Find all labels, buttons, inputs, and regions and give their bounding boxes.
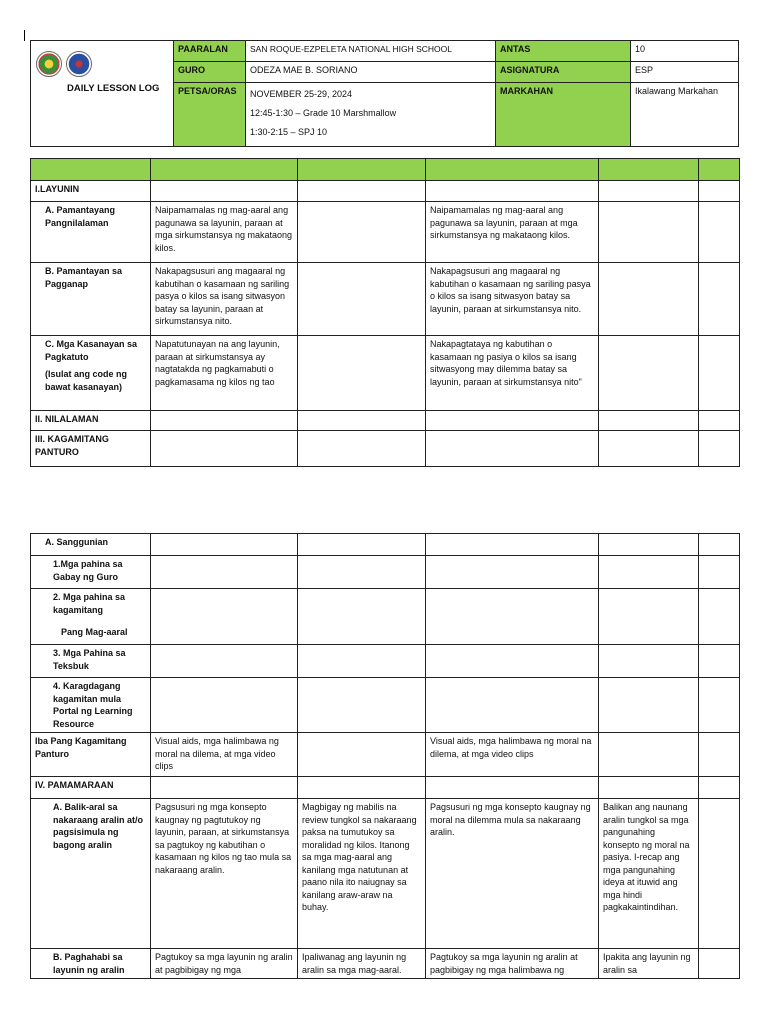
guro-value: ODEZA MAE B. SORIANO: [246, 62, 496, 83]
karagdagang-kagamitan-label: 4. Karagdagang kagamitan mula Portal ng Learning Resource: [31, 678, 151, 733]
iba-pang-kagamitang-col3: Visual aids, mga halimbawa ng moral na dilema, at mga video clips: [426, 733, 599, 777]
iba-pang-kagamitang-col1: Visual aids, mga halimbawa ng moral na dilema, at mga video clips: [151, 733, 298, 777]
kasanayan-col3: Nakapagtataya ng kabutihan o kasamaan ng pasiya o kilos sa isang sitwasyong may dilemma batay sa layunin, paraan at sirkumstansya nito": [426, 336, 599, 411]
kasanayan-note: (Isulat ang code ng bawat kasanayan): [45, 369, 128, 392]
balik-aral-col4: Balikan ang naunang aralin tungkol sa mga pangunahing konsepto ng moral na pasiya. I-recap ang mga pangunahing ideya at ituwid ang mga hindi pagkakaintindihan.: [599, 799, 699, 949]
balik-aral-col2: Magbigay ng mabilis na review tungkol sa nakaraang paksa na tumutukoy sa moralidad ng kilos. Itanong sa mga mag-aaral ang kanilang mga natutunan at paano nila ito naiugnay sa kanilang araw-araw na buhay.: [298, 799, 426, 949]
layunin-heading: I.LAYUNIN: [31, 181, 151, 202]
green-header-cell: [599, 159, 699, 181]
guro-label: GURO: [174, 62, 246, 83]
oras-1: 12:45-1:30 – Grade 10 Marshmallow: [250, 108, 397, 118]
lesson-table-2: [30, 533, 740, 979]
pang-mag-aaral-label: Pang Mag-aaral: [61, 627, 128, 637]
kagamitang-mag-aaral-label: 2. Mga pahina sa kagamitang: [53, 592, 126, 615]
kasanayan-label: C. Mga Kasanayan sa Pagkatuto: [45, 339, 138, 362]
paaralan-label: PAARALAN: [174, 41, 246, 62]
green-header-cell: [699, 159, 740, 181]
text-cursor: [24, 30, 25, 41]
lesson-table-1: [30, 158, 740, 467]
paghahabi-col2: Ipaliwanag ang layunin ng aralin sa mga mag-aaral.: [298, 949, 426, 979]
page-title: DAILY LESSON LOG: [67, 83, 160, 94]
paghahabi-label: B. Paghahabi sa layunin ng aralin: [31, 949, 151, 979]
kagamitang-panturo-heading: III. KAGAMITANG PANTURO: [31, 431, 151, 467]
nilalaman-heading: II. NILALAMAN: [31, 411, 151, 431]
pamantayan-pagganap-col3: Nakapagsusuri ang magaaral ng kabutihan o kasamaan ng sariling pasya o kilos sa isang sitwasyon batay sa layunin, paraan at sirkumstansya nito.: [426, 263, 599, 336]
paghahabi-col1: Pagtukoy sa mga layunin ng aralin at pagbibigay ng mga: [151, 949, 298, 979]
petsa-value: NOVEMBER 25-29, 2024: [250, 89, 353, 99]
asignatura-value: ESP: [631, 62, 739, 83]
asignatura-label: ASIGNATURA: [496, 62, 631, 83]
kasanayan-cell: [31, 336, 151, 411]
petsa-cell: [246, 83, 496, 147]
kagamitang-mag-aaral-cell: [31, 589, 151, 645]
green-header-cell: [151, 159, 298, 181]
paaralan-value: SAN ROQUE-EZPELETA NATIONAL HIGH SCHOOL: [246, 41, 496, 62]
green-header-cell: [426, 159, 599, 181]
markahan-label: MARKAHAN: [496, 83, 631, 147]
iba-pang-kagamitang-label: Iba Pang Kagamitang Panturo: [31, 733, 151, 777]
balik-aral-label: A. Balik-aral sa nakaraang aralin at/o pagsisimula ng bagong aralin: [31, 799, 151, 949]
pamantayang-pangnilalaman-label: A. Pamantayang Pangnilalaman: [31, 202, 151, 263]
balik-aral-col3: Pagsusuri ng mga konsepto kaugnay ng moral na dilemma mula sa nakaraang aralin.: [426, 799, 599, 949]
green-header-cell: [298, 159, 426, 181]
antas-label: ANTAS: [496, 41, 631, 62]
logo-cell: [31, 41, 174, 147]
gabay-guro-label: 1.Mga pahina sa Gabay ng Guro: [31, 556, 151, 589]
pamantayan-pagganap-label: B. Pamantayan sa Pagganap: [31, 263, 151, 336]
header-table: [30, 40, 739, 147]
pamantayang-pangnilalaman-col1: Naipamamalas ng mag-aaral ang pagunawa sa layunin, paraan at mga sirkumstansya ng makataong kilos.: [151, 202, 298, 263]
petsa-label: PETSA/ORAS: [174, 83, 246, 147]
deped-seal-icon: [66, 51, 92, 77]
green-header-cell: [31, 159, 151, 181]
kasanayan-col1: Napatutunayan na ang layunin, paraan at sirkumstansya ay nagtatakda ng pagkamabuti o pagkamasama ng kilos ng tao: [151, 336, 298, 411]
teksbuk-label: 3. Mga Pahina sa Teksbuk: [31, 645, 151, 678]
pamamaraan-heading: IV. PAMAMARAAN: [31, 777, 151, 799]
antas-value: 10: [631, 41, 739, 62]
oras-2: 1:30-2:15 – SPJ 10: [250, 127, 328, 137]
paghahabi-col3: Pagtukoy sa mga layunin ng aralin at pagbibigay ng mga halimbawa ng: [426, 949, 599, 979]
sanggunian-heading: A. Sanggunian: [31, 534, 151, 556]
markahan-value: Ikalawang Markahan: [631, 83, 739, 147]
paghahabi-col4: Ipakita ang layunin ng aralin sa: [599, 949, 699, 979]
pamantayang-pangnilalaman-col3: Naipamamalas ng mag-aaral ang pagunawa sa layunin, paraan at mga sirkumstansya ng makataong kilos.: [426, 202, 599, 263]
pamantayan-pagganap-col1: Nakapagsusuri ang magaaral ng kabutihan o kasamaan ng sariling pasya o kilos sa isang sitwasyon batay sa layunin, paraan at sirkumstansya nito.: [151, 263, 298, 336]
balik-aral-col1: Pagsusuri ng mga konsepto kaugnay ng pagtutukoy ng layunin, paraan, at sirkumstansya sa pagtukoy ng kabutihan o kasamaan ng kilos ng tao mula sa nakaraang aralin.: [151, 799, 298, 949]
school-seal-icon: [36, 51, 62, 77]
